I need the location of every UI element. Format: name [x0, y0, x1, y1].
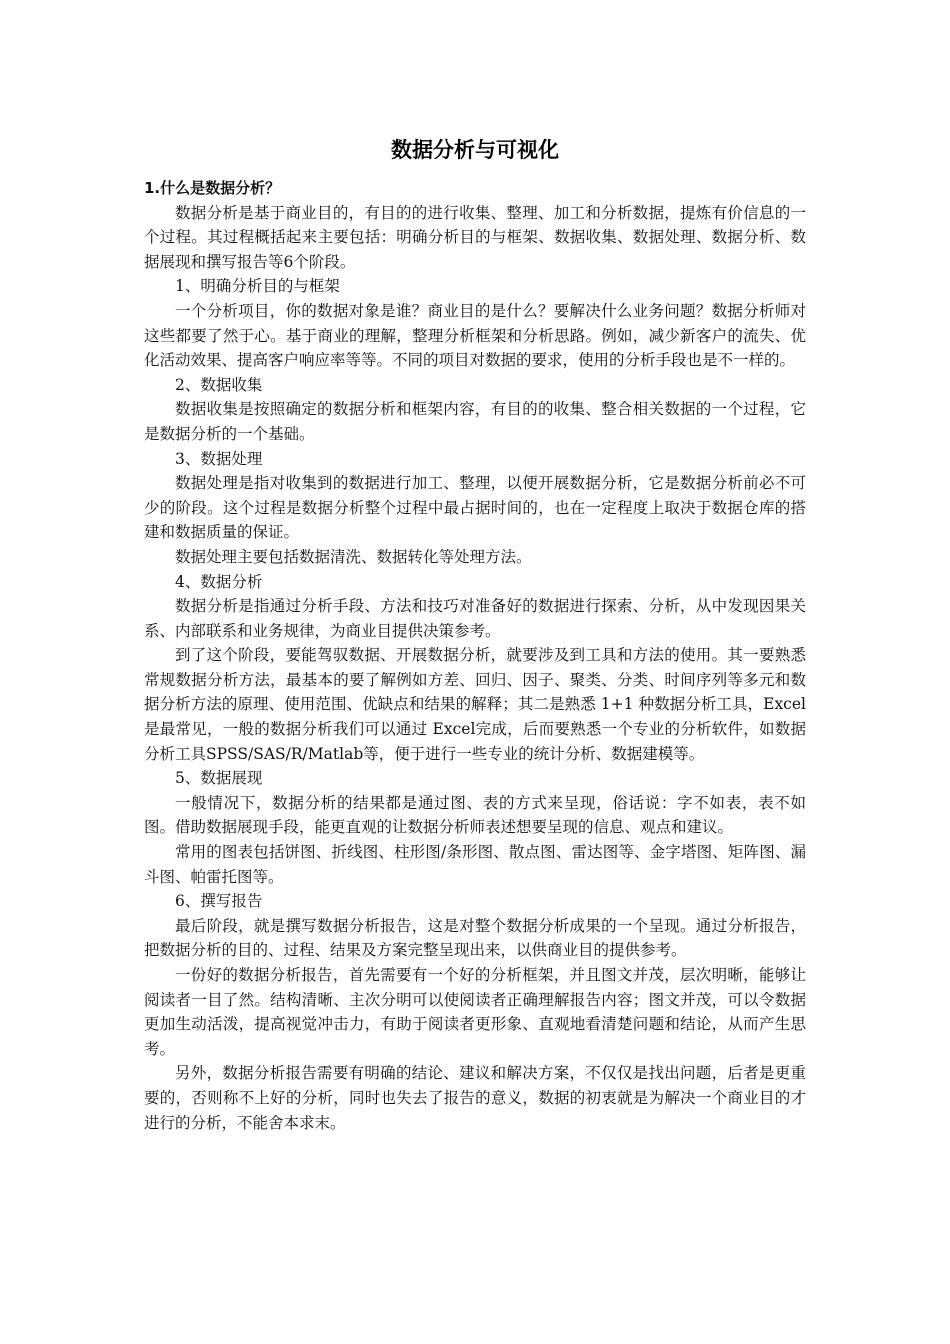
paragraph: 数据收集是按照确定的数据分析和框架内容，有目的的收集、整合相关数据的一个过程，它是数据分析的一个基础。	[144, 400, 806, 443]
section-heading: 1.什么是数据分析？	[144, 179, 281, 197]
paragraph: 一份好的数据分析报告，首先需要有一个好的分析框架，并且图文并茂，层次明晰，能够让阅读者一目了然。结构清晰、主次分明可以使阅读者正确理解报告内容；图文并茂，可以令数据更加生动活泼，提高视觉冲击力，有助于阅读者更形象、直观地看清楚问题和结论，从而产生思考。	[144, 966, 806, 1058]
paragraph: 一个分析项目，你的数据对象是谁？商业目的是什么？要解决什么业务问题？数据分析师对这些都要了然于心。基于商业的理解，整理分析框架和分析思路。例如，减少新客户的流失、优化活动效果、提高客户响应率等等。不同的项目对数据的要求，使用的分析手段也是不一样的。	[144, 301, 806, 370]
paragraph: 常用的图表包括饼图、折线图、柱形图/条形图、散点图、雷达图等、金字塔图、矩阵图、漏斗图、帕雷托图等。	[144, 843, 806, 886]
document-body	[144, 134, 806, 1135]
paragraph: 数据处理主要包括数据清洗、数据转化等处理方法。	[175, 547, 532, 566]
step-heading-4: 4、数据分析	[175, 572, 263, 591]
paragraph: 另外，数据分析报告需要有明确的结论、建议和解决方案，不仅仅是找出问题，后者是更重要的，否则称不上好的分析，同时也失去了报告的意义，数据的初衷就是为解决一个商业目的才进行的分析，不能舍本求末。	[144, 1064, 806, 1132]
step-heading-1: 1、明确分析目的与框架	[175, 277, 340, 296]
step-heading-3: 3、数据处理	[175, 449, 263, 468]
step-heading-2: 2、数据收集	[175, 375, 263, 394]
document-title: 数据分析与可视化	[391, 138, 559, 162]
step-heading-6: 6、撰写报告	[175, 892, 263, 911]
paragraph: 最后阶段，就是撰写数据分析报告，这是对整个数据分析成果的一个呈现。通过分析报告，把数据分析的目的、过程、结果及方案完整呈现出来，以供商业目的提供参考。	[144, 916, 806, 960]
paragraph: 到了这个阶段，要能驾驭数据、开展数据分析，就要涉及到工具和方法的使用。其一要熟悉常规数据分析方法，最基本的要了解例如方差、回归、因子、聚类、分类、时间序列等多元和数据分析方法的原理、使用范围、优缺点和结果的解释；其二是熟悉 1+1 种数据分析工具，Excel是最常见，一般的数据分析我们可以通过 Excel完成，后而要熟悉一个专业的分析软件，如数据分析工具SPSS/SAS/R/Matlab等，便于进行一些专业的统计分析、数据建模等。	[144, 646, 806, 763]
paragraph: 数据处理是指对收集到的数据进行加工、整理，以便开展数据分析，它是数据分析前必不可少的阶段。这个过程是数据分析整个过程中最占据时间的，也在一定程度上取决于数据仓库的搭建和数据质量的保证。	[144, 474, 806, 542]
paragraph: 一般情况下，数据分析的结果都是通过图、表的方式来呈现，俗话说：字不如表，表不如图。借助数据展现手段，能更直观的让数据分析师表述想要呈现的信息、观点和建议。	[144, 793, 806, 837]
paragraph: 数据分析是指通过分析手段、方法和技巧对准备好的数据进行探索、分析，从中发现因果关系、内部联系和业务规律，为商业目提供决策参考。	[144, 597, 806, 640]
step-heading-5: 5、数据展现	[175, 769, 263, 788]
intro-paragraph: 数据分析是基于商业目的，有目的的进行收集、整理、加工和分析数据，提炼有价信息的一个过程。其过程概括起来主要包括：明确分析目的与框架、数据收集、数据处理、数据分析、数据展现和撰写报告等6个阶段。	[144, 203, 806, 271]
